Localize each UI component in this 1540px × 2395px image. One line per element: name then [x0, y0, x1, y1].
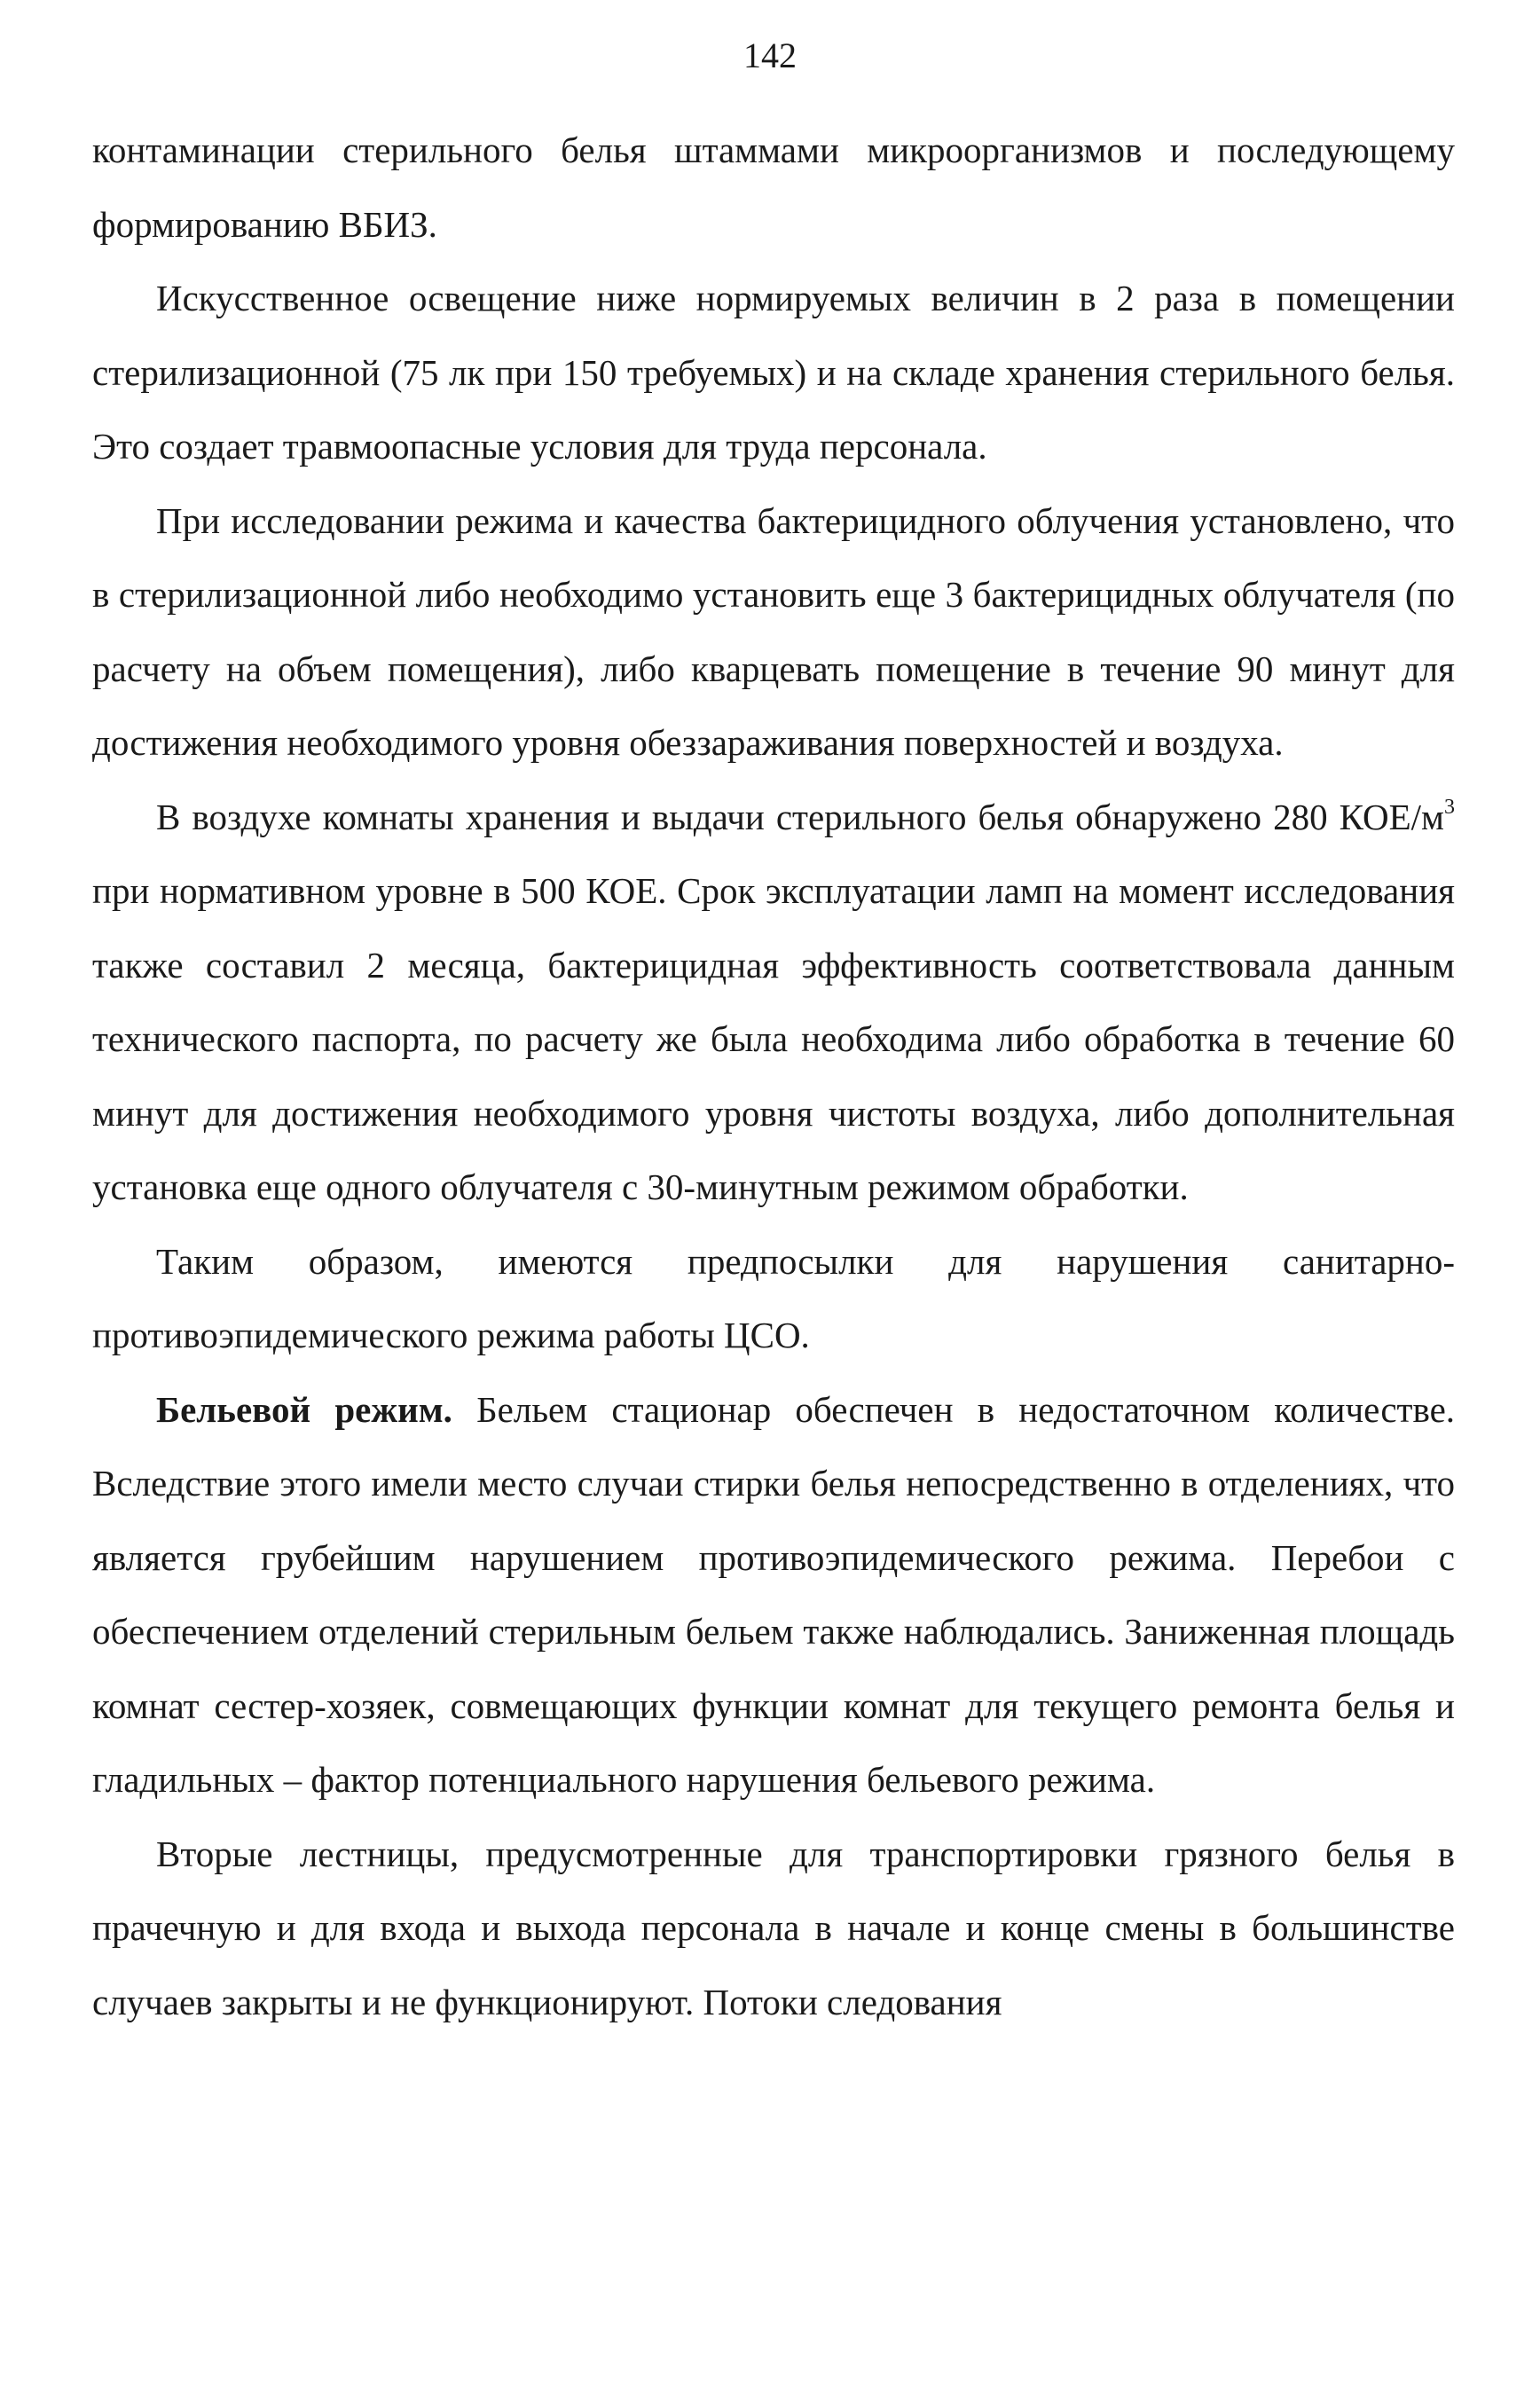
paragraph-6: [92, 1373, 1455, 1818]
paragraph-2: Искусственное освещение ниже нормируемых величин в 2 раза в помещении стерилизационной (75 лк при 150 требуемых) и на складе хранения стерильного белья. Это создает травмоопасные условия для труда персонала.: [92, 278, 1455, 467]
superscript-exponent: 3: [1444, 795, 1455, 819]
section-heading-inline: Бельевой режим.: [156, 1388, 452, 1430]
paragraph-6-text: Бельем стационар обеспечен в недостаточном количестве. Вследствие этого имели место случаи стирки белья непосредственно в отделениях, что является грубейшим нарушением противоэпидемического режима. Перебои с обеспечением отделений стерильным бельем также наблюдались. Заниженная площадь комнат сестер-хозяек, совмещающих функции комнат для текущего ремонта белья и гладильных – фактор потенциального нарушения бельевого режима.: [92, 1388, 1456, 1800]
paragraph-1: контаминации стерильного белья штаммами микроорганизмов и последующему формированию ВБИЗ.: [92, 130, 1455, 245]
paragraph-3: При исследовании режима и качества бактерицидного облучения установлено, что в стерилизационной либо необходимо установить еще 3 бактерицидных облучателя (по расчету на объем помещения), либо кварцевать помещение в течение 90 минут для достижения необходимого уровня обеззараживания поверхностей и воздуха.: [92, 499, 1455, 763]
paragraph-4-text-before: В воздухе комнаты хранения и выдачи стерильного белья обнаружено 280 КОЕ/м: [156, 796, 1444, 837]
paragraph-7: Вторые лестницы, предусмотренные для транспортировки грязного белья в прачечную и для входа и выхода персонала в начале и конце смены в большинстве случаев закрыты и не функционируют. Потоки следования: [92, 1833, 1455, 2022]
page-body: [92, 114, 1455, 2039]
paragraph-5: Таким образом, имеются предпосылки для нарушения санитарно-противоэпидемического режима работы ЦСО.: [92, 1240, 1455, 1355]
paragraph-4: [92, 781, 1455, 1225]
paragraph-4-text-after: при нормативном уровне в 500 КОЕ. Срок эксплуатации ламп на момент исследования также составил 2 месяца, бактерицидная эффективность соответствовала данным технического паспорта, по расчету же была необходима либо обработка в течение 60 минут для достижения необходимого уровня чистоты воздуха, либо дополнительная установка еще одного облучателя с 30-минутным режимом обработки.: [92, 870, 1455, 1207]
page-number: 142: [743, 35, 797, 75]
